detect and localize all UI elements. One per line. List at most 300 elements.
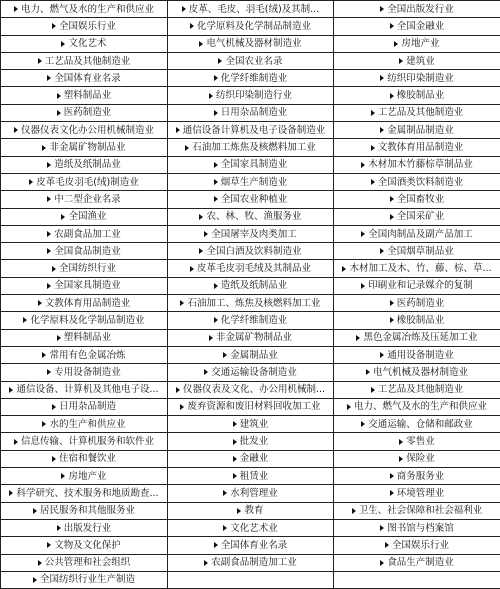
triangle-right-icon <box>47 248 51 254</box>
table-cell[interactable] <box>168 502 334 519</box>
table-cell[interactable] <box>1 18 168 35</box>
triangle-right-icon <box>9 490 13 496</box>
table-cell[interactable] <box>334 35 500 52</box>
category-link[interactable] <box>2 451 166 466</box>
triangle-right-icon <box>33 508 37 514</box>
category-link[interactable] <box>2 365 166 380</box>
triangle-right-icon <box>42 145 46 151</box>
triangle-right-icon <box>14 6 18 12</box>
table-cell[interactable] <box>334 208 500 225</box>
category-link[interactable] <box>2 521 166 536</box>
category-label: 仪器仪表文化办公用机械制造业 <box>21 123 154 138</box>
category-link[interactable] <box>2 36 166 51</box>
category-link[interactable] <box>2 88 166 103</box>
category-label: 橡胶制品业 <box>397 313 445 328</box>
table-cell[interactable] <box>1 87 168 104</box>
category-label: 农副食品制造加工业 <box>211 555 297 570</box>
table-cell[interactable] <box>334 225 500 242</box>
category-label: 木材加木竹藤棕草制品业 <box>368 157 473 172</box>
category-link[interactable] <box>169 296 332 311</box>
table-row <box>1 450 500 467</box>
category-label: 全国烟草制品业 <box>387 244 454 259</box>
triangle-right-icon <box>38 58 42 64</box>
category-link[interactable] <box>169 261 332 276</box>
category-link[interactable] <box>169 227 332 242</box>
triangle-right-icon <box>371 179 375 185</box>
category-label: 工艺品及其他制造业 <box>378 105 464 120</box>
table-cell[interactable] <box>1 537 168 554</box>
table-cell[interactable] <box>334 554 500 571</box>
table-cell[interactable] <box>168 329 334 346</box>
category-link[interactable] <box>335 88 499 103</box>
category-link[interactable] <box>335 399 499 414</box>
triangle-right-icon <box>209 93 213 99</box>
category-label: 文化艺术 <box>68 36 106 51</box>
table-cell[interactable] <box>1 450 168 467</box>
category-link[interactable] <box>169 555 332 570</box>
table-cell[interactable] <box>168 35 334 52</box>
table-row <box>1 346 500 363</box>
category-link[interactable] <box>335 555 499 570</box>
category-label: 全国体育业名录 <box>54 71 121 86</box>
table-cell[interactable] <box>1 502 168 519</box>
table-cell[interactable] <box>1 346 168 363</box>
table-cell[interactable] <box>334 433 500 450</box>
triangle-right-icon <box>52 404 56 410</box>
category-link[interactable] <box>169 382 332 397</box>
table-cell[interactable] <box>168 139 334 156</box>
table-cell[interactable] <box>334 364 500 381</box>
table-cell[interactable] <box>334 329 500 346</box>
table-cell[interactable] <box>1 312 168 329</box>
table-cell[interactable] <box>168 18 334 35</box>
category-link[interactable] <box>2 330 166 345</box>
category-label: 橡胶制品业 <box>397 88 445 103</box>
table-row <box>1 485 500 502</box>
table-cell[interactable] <box>334 312 500 329</box>
table-row <box>1 1 500 18</box>
category-label: 零售业 <box>406 434 435 449</box>
table-cell[interactable] <box>168 519 334 536</box>
category-link[interactable] <box>169 36 332 51</box>
table-cell[interactable] <box>1 277 168 294</box>
category-link[interactable] <box>335 261 499 276</box>
table-cell[interactable] <box>1 208 168 225</box>
table-cell[interactable] <box>1 225 168 242</box>
triangle-right-icon <box>380 352 384 358</box>
category-label: 批发业 <box>240 434 269 449</box>
category-link[interactable] <box>2 503 166 518</box>
category-label: 工艺品及其他制造业 <box>45 54 131 69</box>
category-label: 文物及文化保护 <box>54 538 121 553</box>
category-link[interactable] <box>335 434 499 449</box>
category-link[interactable] <box>2 105 166 120</box>
table-cell[interactable] <box>1 468 168 485</box>
triangle-right-icon <box>214 196 218 202</box>
table-cell[interactable] <box>168 450 334 467</box>
table-cell[interactable] <box>1 1 168 18</box>
category-link[interactable] <box>335 417 499 432</box>
category-link[interactable] <box>335 469 499 484</box>
category-link[interactable] <box>169 503 332 518</box>
category-link[interactable] <box>169 71 332 86</box>
category-link[interactable] <box>335 244 499 259</box>
table-cell[interactable] <box>168 104 334 121</box>
category-label: 文教体育用品制造业 <box>45 296 131 311</box>
table-cell[interactable] <box>334 485 500 502</box>
table-cell[interactable] <box>1 329 168 346</box>
table-cell[interactable] <box>334 346 500 363</box>
category-link[interactable] <box>335 330 499 345</box>
table-cell[interactable] <box>168 416 334 433</box>
table-cell[interactable] <box>168 364 334 381</box>
table-cell[interactable] <box>168 312 334 329</box>
table-cell[interactable] <box>334 156 500 173</box>
category-link[interactable] <box>335 192 499 207</box>
category-link[interactable] <box>2 469 166 484</box>
table-cell[interactable] <box>334 260 500 277</box>
category-link[interactable] <box>169 451 332 466</box>
category-label: 通用设备制造业 <box>387 348 454 363</box>
table-cell[interactable] <box>1 243 168 260</box>
category-link[interactable] <box>335 140 499 155</box>
table-cell[interactable] <box>168 346 334 363</box>
table-cell[interactable] <box>334 139 500 156</box>
triangle-right-icon <box>176 127 180 133</box>
table-cell[interactable] <box>168 191 334 208</box>
category-link[interactable] <box>2 140 166 155</box>
category-link[interactable] <box>335 175 499 190</box>
category-link[interactable] <box>169 19 332 34</box>
triangle-right-icon <box>182 6 186 12</box>
category-link[interactable] <box>335 2 499 17</box>
table-cell[interactable] <box>168 208 334 225</box>
category-link[interactable] <box>169 88 332 103</box>
table-cell[interactable] <box>334 277 500 294</box>
category-link[interactable] <box>2 209 166 224</box>
table-cell[interactable] <box>334 381 500 398</box>
category-label: 全国出版发行业 <box>387 2 454 17</box>
category-label: 化学原料及化学制品制造业 <box>30 313 144 328</box>
triangle-right-icon <box>47 542 51 548</box>
category-link[interactable] <box>2 486 166 501</box>
category-link[interactable] <box>2 538 166 553</box>
category-label: 水利管理业 <box>230 486 278 501</box>
category-link[interactable] <box>2 313 166 328</box>
table-cell[interactable] <box>168 87 334 104</box>
category-label: 信息传输、计算机服务和软件业 <box>21 434 154 449</box>
table-row <box>1 87 500 104</box>
table-row <box>1 433 500 450</box>
table-cell[interactable] <box>334 122 500 139</box>
table-cell[interactable] <box>1 398 168 415</box>
table-cell[interactable] <box>168 70 334 87</box>
category-link[interactable] <box>169 486 332 501</box>
triangle-right-icon <box>214 179 218 185</box>
table-cell[interactable] <box>168 260 334 277</box>
table-cell[interactable] <box>168 277 334 294</box>
table-cell[interactable] <box>334 173 500 190</box>
category-link[interactable] <box>2 382 166 397</box>
table-cell[interactable] <box>334 450 500 467</box>
table-cell[interactable] <box>168 225 334 242</box>
table-cell[interactable] <box>1 139 168 156</box>
table-cell[interactable] <box>1 70 168 87</box>
table-cell[interactable] <box>334 416 500 433</box>
category-link[interactable] <box>169 434 332 449</box>
triangle-right-icon <box>204 231 208 237</box>
category-link[interactable] <box>2 19 166 34</box>
table-cell[interactable] <box>1 173 168 190</box>
table-row <box>1 173 500 190</box>
triangle-right-icon <box>399 456 403 462</box>
category-label: 电力、燃气及水的生产和供应业 <box>354 399 487 414</box>
table-cell[interactable] <box>334 191 500 208</box>
category-link[interactable] <box>2 123 166 138</box>
category-link[interactable] <box>335 538 499 553</box>
category-link[interactable] <box>169 244 332 259</box>
table-cell[interactable] <box>1 364 168 381</box>
triangle-right-icon <box>380 6 384 12</box>
category-link[interactable] <box>335 365 499 380</box>
triangle-right-icon <box>214 162 218 168</box>
category-link[interactable] <box>2 434 166 449</box>
category-label: 全国食品制造业 <box>54 244 121 259</box>
category-link[interactable] <box>2 244 166 259</box>
category-label: 全国金融业 <box>397 19 445 34</box>
category-link[interactable] <box>2 192 166 207</box>
category-label: 造纸及纸制品业 <box>221 278 288 293</box>
category-link[interactable] <box>2 399 166 414</box>
table-cell[interactable] <box>168 468 334 485</box>
category-link[interactable] <box>169 157 332 172</box>
table-row <box>1 312 500 329</box>
table-cell[interactable] <box>1 416 168 433</box>
category-link[interactable] <box>335 54 499 69</box>
category-label: 塑料制品业 <box>64 88 112 103</box>
table-row <box>1 208 500 225</box>
triangle-right-icon <box>52 456 56 462</box>
category-label: 卫生、社会保障和社会福利业 <box>359 503 483 518</box>
category-link[interactable] <box>335 486 499 501</box>
category-label: 食品生产制造业 <box>387 555 454 570</box>
category-link[interactable] <box>335 19 499 34</box>
category-link[interactable] <box>169 192 332 207</box>
triangle-right-icon <box>342 266 346 272</box>
category-label: 住宿和餐饮业 <box>59 451 116 466</box>
category-link[interactable] <box>169 538 332 553</box>
table-row <box>1 398 500 415</box>
category-link[interactable] <box>2 572 166 587</box>
table-cell[interactable] <box>168 537 334 554</box>
category-link[interactable] <box>335 503 499 518</box>
category-link[interactable] <box>2 348 166 363</box>
category-link[interactable] <box>169 105 332 120</box>
table-cell[interactable] <box>334 70 500 87</box>
category-link[interactable] <box>2 71 166 86</box>
table-cell[interactable] <box>168 485 334 502</box>
category-link[interactable] <box>2 54 166 69</box>
table-row <box>1 381 500 398</box>
triangle-right-icon <box>347 404 351 410</box>
table-cell[interactable] <box>1 191 168 208</box>
category-link[interactable] <box>2 261 166 276</box>
category-link[interactable] <box>169 278 332 293</box>
triangle-right-icon <box>361 162 365 168</box>
triangle-right-icon <box>390 93 394 99</box>
table-row <box>1 191 500 208</box>
category-label: 全国家具制造业 <box>221 157 288 172</box>
table-cell[interactable] <box>334 519 500 536</box>
triangle-right-icon <box>47 75 51 81</box>
category-label: 水的生产和供应业 <box>49 417 125 432</box>
category-link[interactable] <box>169 399 332 414</box>
table-cell[interactable] <box>334 398 500 415</box>
table-cell[interactable] <box>1 554 168 571</box>
category-link[interactable] <box>335 123 499 138</box>
category-link[interactable] <box>2 157 166 172</box>
category-link[interactable] <box>335 71 499 86</box>
category-link[interactable] <box>2 175 166 190</box>
table-cell[interactable] <box>334 104 500 121</box>
category-label: 常用有色金属冶炼 <box>49 348 125 363</box>
table-cell[interactable] <box>334 295 500 312</box>
table-cell[interactable] <box>168 554 334 571</box>
category-link[interactable] <box>335 36 499 51</box>
table-cell[interactable] <box>168 243 334 260</box>
category-link[interactable] <box>169 417 332 432</box>
triangle-right-icon <box>42 352 46 358</box>
table-cell[interactable] <box>1 260 168 277</box>
category-label: 电力、燃气及水的生产和供应业 <box>21 2 154 17</box>
table-cell[interactable] <box>1 52 168 69</box>
category-link[interactable] <box>169 521 332 536</box>
table-cell[interactable] <box>1 295 168 312</box>
table-row <box>1 554 500 571</box>
table-cell[interactable] <box>168 173 334 190</box>
category-label: 全国渔业 <box>68 209 106 224</box>
category-label: 全国家具制造业 <box>54 278 121 293</box>
table-cell[interactable] <box>168 295 334 312</box>
category-link[interactable] <box>169 2 332 17</box>
triangle-right-icon <box>380 75 384 81</box>
table-cell[interactable] <box>334 502 500 519</box>
category-link[interactable] <box>335 451 499 466</box>
table-cell[interactable] <box>334 87 500 104</box>
category-label: 木材加工及木、竹、藤、棕、草... <box>349 261 491 276</box>
category-link[interactable] <box>335 521 499 536</box>
table-cell[interactable] <box>168 122 334 139</box>
table-cell[interactable] <box>1 104 168 121</box>
category-link[interactable] <box>169 365 332 380</box>
category-label: 烟草生产制造业 <box>221 175 288 190</box>
table-row <box>1 70 500 87</box>
table-cell[interactable] <box>334 52 500 69</box>
category-label: 教育 <box>244 503 263 518</box>
table-cell[interactable] <box>1 519 168 536</box>
category-label: 环境管理业 <box>397 486 445 501</box>
table-row <box>1 537 500 554</box>
table-cell[interactable] <box>334 468 500 485</box>
table-cell[interactable] <box>1 485 168 502</box>
category-link[interactable] <box>2 555 166 570</box>
table-cell[interactable] <box>168 398 334 415</box>
category-link[interactable] <box>335 348 499 363</box>
table-cell[interactable] <box>334 18 500 35</box>
table-cell[interactable] <box>334 243 500 260</box>
category-label: 纺织印染制造行业 <box>216 88 292 103</box>
category-link[interactable] <box>335 227 499 242</box>
triangle-right-icon <box>223 525 227 531</box>
table-cell[interactable] <box>168 1 334 18</box>
category-link[interactable] <box>2 227 166 242</box>
category-label: 非金属矿物制品业 <box>49 140 125 155</box>
category-label: 全国纺织行业生产制造 <box>40 572 135 587</box>
table-cell[interactable] <box>168 433 334 450</box>
category-link[interactable] <box>335 105 499 120</box>
table-cell[interactable] <box>334 537 500 554</box>
category-link[interactable] <box>169 330 332 345</box>
category-link[interactable] <box>335 313 499 328</box>
category-link[interactable] <box>169 123 332 138</box>
category-link[interactable] <box>169 313 332 328</box>
category-link[interactable] <box>2 278 166 293</box>
category-link[interactable] <box>169 348 332 363</box>
category-link[interactable] <box>335 157 499 172</box>
table-cell[interactable] <box>168 156 334 173</box>
category-label: 全国体育业名录 <box>221 538 288 553</box>
table-cell[interactable] <box>168 381 334 398</box>
table-cell[interactable] <box>168 52 334 69</box>
table-cell[interactable] <box>1 156 168 173</box>
triangle-right-icon <box>352 508 356 514</box>
table-cell[interactable] <box>1 381 168 398</box>
triangle-right-icon <box>57 335 61 341</box>
category-link[interactable] <box>335 278 499 293</box>
triangle-right-icon <box>385 542 389 548</box>
triangle-right-icon <box>390 473 394 479</box>
category-label: 塑料制品业 <box>64 330 112 345</box>
category-link[interactable] <box>169 140 332 155</box>
category-link[interactable] <box>335 382 499 397</box>
table-row <box>1 329 500 346</box>
triangle-right-icon <box>361 421 365 427</box>
triangle-right-icon <box>371 387 375 393</box>
category-link[interactable] <box>2 2 166 17</box>
category-label: 建筑业 <box>240 417 269 432</box>
category-link[interactable] <box>2 296 166 311</box>
table-cell[interactable] <box>334 1 500 18</box>
triangle-right-icon <box>371 145 375 151</box>
triangle-right-icon <box>42 421 46 427</box>
category-link[interactable] <box>169 209 332 224</box>
table-cell[interactable] <box>1 433 168 450</box>
table-cell[interactable] <box>1 122 168 139</box>
table-cell[interactable] <box>1 35 168 52</box>
table-row <box>1 122 500 139</box>
triangle-right-icon <box>233 439 237 445</box>
category-link[interactable] <box>169 469 332 484</box>
table-row <box>1 104 500 121</box>
category-link[interactable] <box>335 209 499 224</box>
category-link[interactable] <box>169 175 332 190</box>
triangle-right-icon <box>390 23 394 29</box>
category-label: 日用杂品制造 <box>59 399 116 414</box>
category-link[interactable] <box>169 54 332 69</box>
triangle-right-icon <box>52 266 56 272</box>
category-link[interactable] <box>2 417 166 432</box>
category-link[interactable] <box>335 296 499 311</box>
